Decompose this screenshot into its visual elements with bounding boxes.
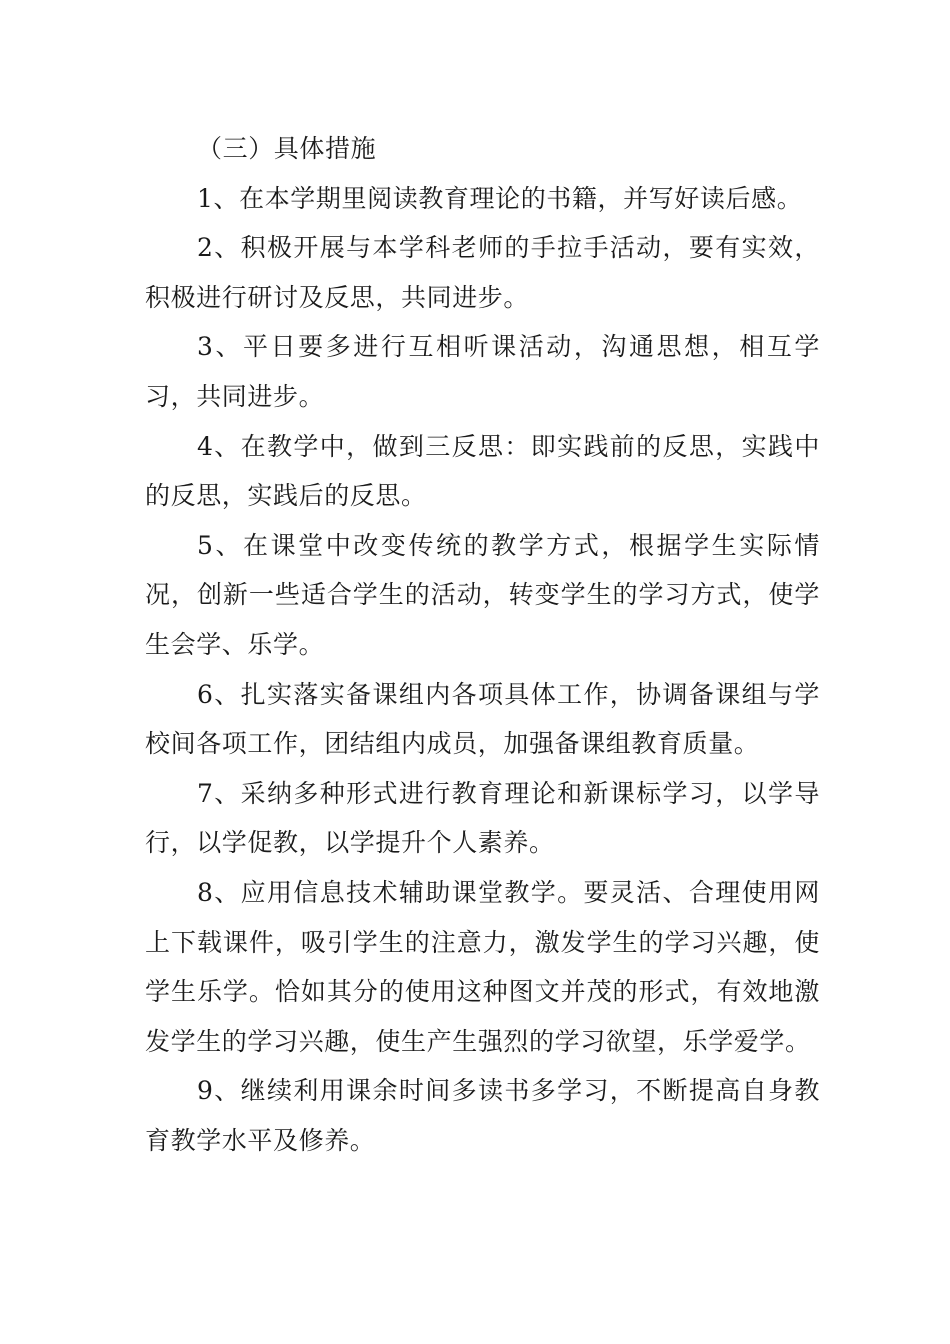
measure-item-3: 3、平日要多进行互相听课活动，沟通思想，相互学习，共同进步。 (145, 332, 820, 411)
document-body (145, 124, 820, 1165)
measure-item-2: 2、积极开展与本学科老师的手拉手活动，要有实效，积极进行研讨及反思，共同进步。 (145, 233, 820, 312)
measure-item-4: 4、在教学中，做到三反思：即实践前的反思，实践中的反思，实践后的反思。 (145, 431, 820, 511)
measure-item-1: 1、在本学期里阅读教育理论的书籍，并写好读后感。 (197, 183, 803, 213)
measure-item-6: 6、扎实落实备课组内各项具体工作，协调备课组与学校间各项工作，团结组内成员，加强备课组教育质量。 (145, 679, 820, 759)
measure-item-8: 8、应用信息技术辅助课堂教学。要灵活、合理使用网上下载课件，吸引学生的注意力，激发学生的学习兴趣，使学生乐学。恰如其分的使用这种图文并茂的形式，有效地激发学生的学习兴趣，使生产生强烈的学习欲望，乐学爱学。 (145, 877, 820, 1056)
section-heading: （三）具体措施 (197, 134, 377, 163)
measure-item-9: 9、继续利用课余时间多读书多学习，不断提高自身教育教学水平及修养。 (145, 1076, 820, 1155)
measure-item-7: 7、采纳多种形式进行教育理论和新课标学习，以学导行，以学促教，以学提升个人素养。 (145, 778, 820, 858)
measure-item-5: 5、在课堂中改变传统的教学方式，根据学生实际情况，创新一些适合学生的活动，转变学生的学习方式，使学生会学、乐学。 (145, 530, 820, 659)
